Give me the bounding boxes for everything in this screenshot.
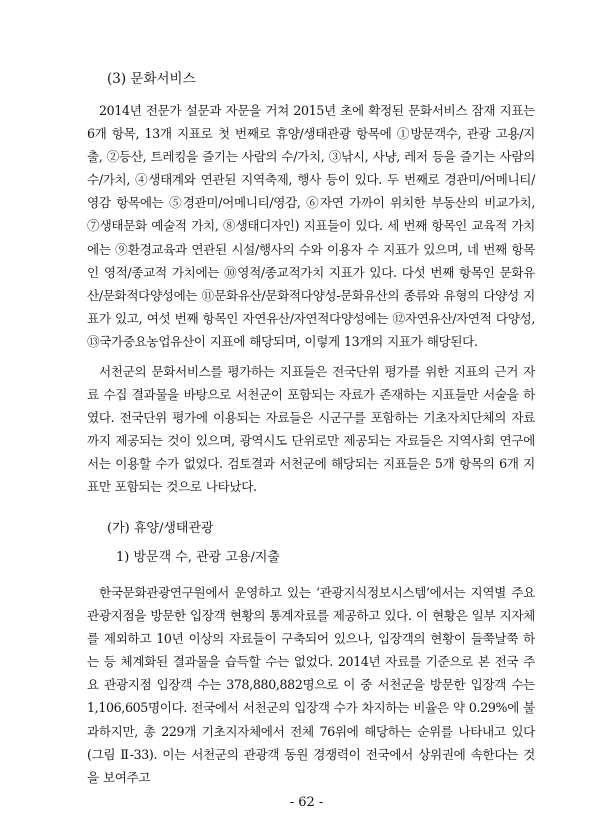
subsection-item-title: 1) 방문객 수, 관광 고용/지출: [116, 550, 280, 565]
page-number: - 62 -: [289, 795, 324, 810]
body-paragraph: [87, 99, 535, 353]
paragraph-text: 서천군의 문화서비스를 평가하는 지표들은 전국단위 평가를 위한 지표의 근거 자료 수집 결과물을 바탕으로 서천군이 포함되는 자료가 존재하는 지표들만 서술을 하였다. 전국단위 평가에 이용되는 자료들은 시군구를 포함하는 기초자치단체의 자료까지 제공되는 것이 있으며, 광역시도 단위로만 제공되는 자료들은 지역사회 연구에서는 이용할 수가 없었다. 검토결과 서천군에 해당되는 지표들은 5개 항목의 6개 지표만 포함되는 것으로 나타났다.: [87, 364, 535, 495]
subsection-title: (가) 휴양/생태관광: [107, 521, 214, 536]
paragraph-text: 2014년 전문가 설문과 자문을 거쳐 2015년 초에 확정된 문화서비스 잠재 지표는 6개 항목, 13개 지표로 첫 번째로 휴양/생태관광 항목에 ①방문객수, 관광 고용/지출, ②등산, 트레킹을 즐기는 사람의 수/가치, ③낚시, 사냥, 레저 등을 즐기는 사람의 수/가치, ④생태계와 연관된 지역축제, 행사 등이 있다. 두 번째로 경관미/어메니티/영감 항목에는 ⑤경관미/어메니티/영감, ⑥자연 가까이 위치한 부동산의 비교가치, ⑦생태문화 예술적 가치, ⑧생태디자인) 지표들이 있다. 세 번째 항목인 교육적 가치에는 ⑨환경교육과 연관된 시설/행사의 수와 이용자 수 지표가 있으며, 네 번째 항목인 영적/종교적 가치에는 ⑩영적/종교적가치 지표가 있다. 다섯 번째 항목인 문화유산/문화적다양성에는 ⑪문화유산/문화적다양성-문화유산의 종류와 유형의 다양성 지표가 있고, 여섯 번째 항목인 자연유산/자연적다양성에는 ⑫자연유산/자연적 다양성, ⑬국가중요농업유산이 지표에 해당되며, 이렇게 13개의 지표가 해당된다.: [87, 103, 535, 349]
body-paragraph: [87, 581, 535, 789]
paragraph-text: 한국문화관광연구원에서 운영하고 있는 ‘관광지식정보시스템’에서는 지역별 주요 관광지점을 방문한 입장객 현황의 통계자료를 제공하고 있다. 이 현황은 일부 지자체를 제외하고 10년 이상의 자료들이 구축되어 있으나, 입장객의 현황이 들쭉날쭉 하는 등 체계화된 결과물을 습득할 수는 없었다. 2014년 자료를 기준으로 본 전국 주요 관광지점 입장객 수는 378,880,882명으로 이 중 서천군을 방문한 입장객 수는 1,106,605명이다. 전국에서 서천군의 입장객 수가 차지하는 비율은 약 0.29%에 불과하지만, 총 229개 기초지자체에서 전체 76위에 해당하는 순위를 나타내고 있다(그림 Ⅱ-33). 이는 서천군의 관광객 동원 경쟁력이 전국에서 상위권에 속한다는 것을 보여주고: [87, 585, 535, 785]
body-paragraph: [87, 360, 535, 499]
section-heading: (3) 문화서비스: [107, 71, 196, 87]
